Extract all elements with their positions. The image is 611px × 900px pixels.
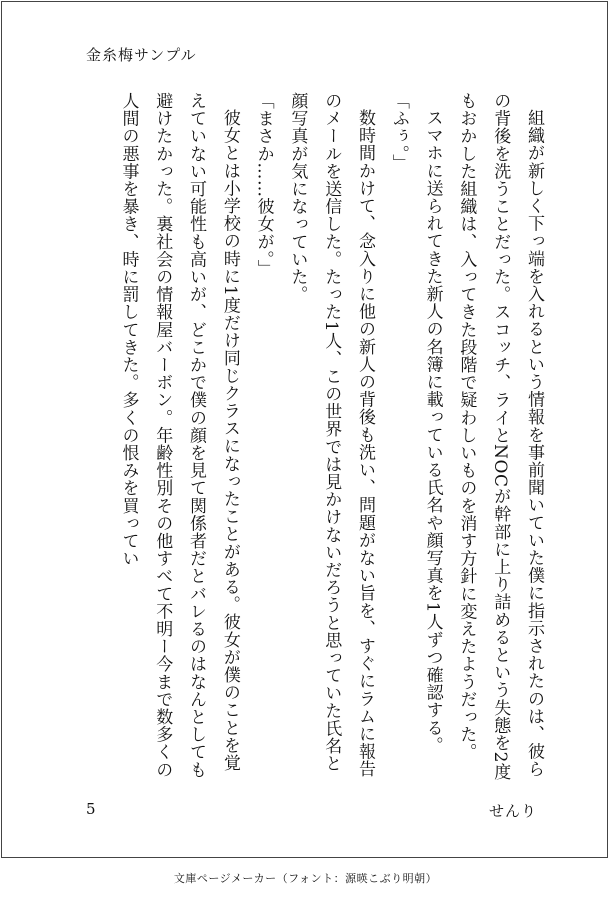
paragraph: 彼女とは小学校の時に1度だけ同じクラスになったことがある。彼女が僕のことを覚えていない可能性も高いが、どこかで僕の顔を見て関係者だとバレるのはなんとしても避けたかった。裏社会の情報屋バーボン。年齢性別その他すべて不明ー今まで数多くの人間の悪事を暴き、時に罰してきた。多くの恨みを買ってい <box>118 92 240 779</box>
dialog-line: 「まさか……彼女が。」 <box>253 92 274 278</box>
paragraph: スマホに送られてきた新人の名簿に載っている氏名や顔写真を1人ずつ確認する。 <box>422 109 443 755</box>
dialog-line: 「ふぅ。」 <box>388 92 409 172</box>
paragraph: 数時間かけて、念入りに他の新人の背後も洗い、問題がない旨を、すぐにラムに報告のメールを送信した。たった1人、この世界では見かけないだろうと思っていた氏名と顔写真が気になっていた。 <box>287 92 376 778</box>
vertical-body-text <box>74 92 550 782</box>
app-caption: 文庫ページメーカー（フォント：源暎こぶり明朝） <box>173 872 438 885</box>
paragraph: 組織が新しく下っ端を入れるという情報を事前聞いていた僕に指示されたのは、彼らの背後を洗うことだった。スコッチ、ライとNOCが幹部に上り詰めるという失態を2度もおかした組織は、入ってきた段階で疑わしいものを消す方針に変えたようだった。 <box>456 92 544 781</box>
page-frame <box>1 1 608 858</box>
running-header-title: 金糸梅サンプル <box>86 46 197 64</box>
page-number: 5 <box>86 800 96 818</box>
author-name: せんり <box>489 802 538 820</box>
